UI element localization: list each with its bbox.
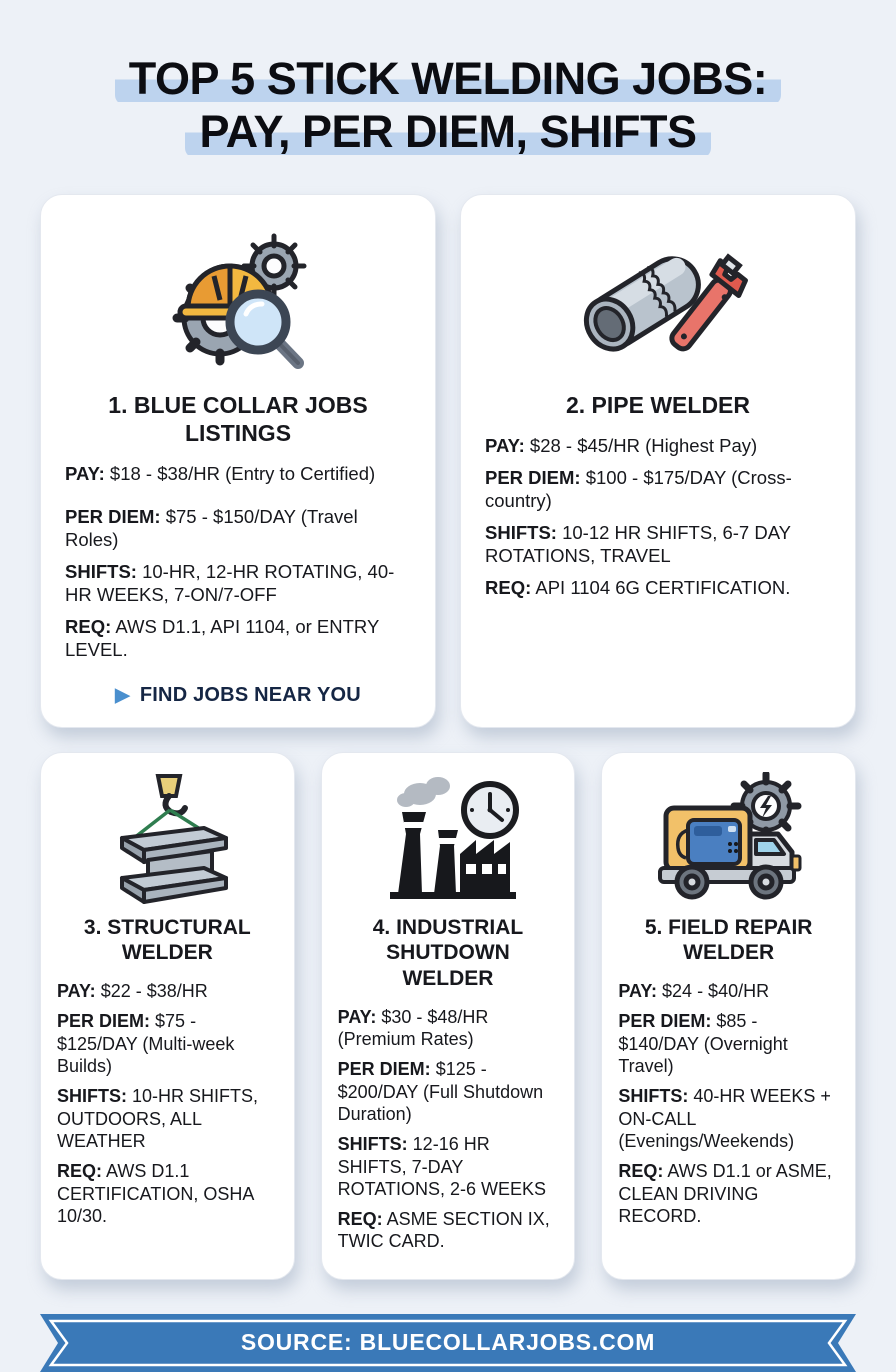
spec-per-diem: PER DIEM: $125 - $200/DAY (Full Shutdown Duration): [337, 1059, 544, 1124]
spec-per-diem: PER DIEM: $85 - $140/DAY (Overnight Travel): [618, 1011, 788, 1076]
card-field-repair-welder: [601, 752, 856, 1280]
card-title: 3. STRUCTURAL WELDER: [83, 915, 251, 965]
card-row-bottom: [40, 752, 856, 1280]
spec-req: REQ: AWS D1.1, API 1104, or ENTRY LEVEL.: [65, 615, 379, 660]
source-label: SOURCE: BLUECOLLARJOBS.COM: [240, 1329, 656, 1356]
card-title: 4. INDUSTRIAL SHUTDOWN WELDER: [372, 915, 524, 991]
card-title: 1. BLUE COLLAR JOBS LISTINGS: [108, 392, 368, 447]
card-title: 2. PIPE WELDER: [565, 392, 751, 419]
find-jobs-near-you-link[interactable]: [65, 684, 411, 707]
industrial-plant-clock-icon: [338, 769, 559, 907]
hardhat-gear-magnifier-icon: [65, 213, 411, 381]
card-row-top: [40, 194, 856, 728]
spec-pay: PAY: $30 - $48/HR (Premium Rates): [337, 1006, 489, 1049]
find-jobs-label: FIND JOBS NEAR YOU: [139, 683, 361, 706]
spec-per-diem: PER DIEM: $100 - $175/DAY (Cross-country): [485, 467, 792, 512]
spec-per-diem: PER DIEM: $75 - $125/DAY (Multi-week Builds): [57, 1011, 235, 1076]
pipe-wrench-icon: [485, 213, 831, 381]
card-pipe-welder: [460, 194, 856, 728]
spec-shifts: SHIFTS: 10-HR, 12-HR ROTATING, 40-HR WEEKS, 7-ON/7-OFF: [65, 561, 395, 606]
spec-req: REQ: AWS D1.1 or ASME, CLEAN DRIVING RECORD.: [618, 1161, 832, 1226]
play-arrow-icon: ▶: [115, 684, 130, 706]
ibeam-crane-hook-icon: [57, 769, 278, 907]
spec-pay: PAY: $22 - $38/HR: [57, 981, 208, 1002]
spec-req: REQ: API 1104 6G CERTIFICATION.: [485, 576, 791, 598]
service-truck-gear-icon: [618, 769, 839, 907]
spec-shifts: SHIFTS: 10-HR SHIFTS, OUTDOORS, ALL WEATHER: [57, 1086, 259, 1151]
card-title: 5. FIELD REPAIR WELDER: [644, 915, 813, 965]
spec-shifts: SHIFTS: 12-16 HR SHIFTS, 7-DAY ROTATIONS, 2-6 WEEKS: [337, 1134, 547, 1199]
spec-per-diem: PER DIEM: $75 - $150/DAY (Travel Roles): [65, 506, 358, 551]
spec-pay: PAY: $28 - $45/HR (Highest Pay): [485, 435, 758, 457]
spec-pay: PAY: $24 - $40/HR: [618, 981, 770, 1002]
spec-shifts: SHIFTS: 40-HR WEEKS + ON-CALL (Evenings/Weekends): [618, 1086, 831, 1151]
spec-req: REQ: AWS D1.1 CERTIFICATION, OSHA 10/30.: [57, 1161, 254, 1226]
card-industrial-shutdown-welder: [321, 752, 576, 1280]
page-title-line1: TOP 5 STICK WELDING JOBS:: [115, 52, 781, 105]
card-blue-collar-jobs: [40, 194, 436, 728]
page-title-line2: PAY, PER DIEM, SHIFTS: [185, 105, 710, 158]
page-title: [40, 52, 856, 158]
spec-req: REQ: ASME SECTION IX, TWIC CARD.: [337, 1209, 550, 1252]
card-structural-welder: [40, 752, 295, 1280]
spec-pay: PAY: $18 - $38/HR (Entry to Certified): [65, 463, 376, 485]
source-ribbon: [40, 1314, 856, 1372]
spec-shifts: SHIFTS: 10-12 HR SHIFTS, 6-7 DAY ROTATIONS, TRAVEL: [485, 522, 791, 566]
